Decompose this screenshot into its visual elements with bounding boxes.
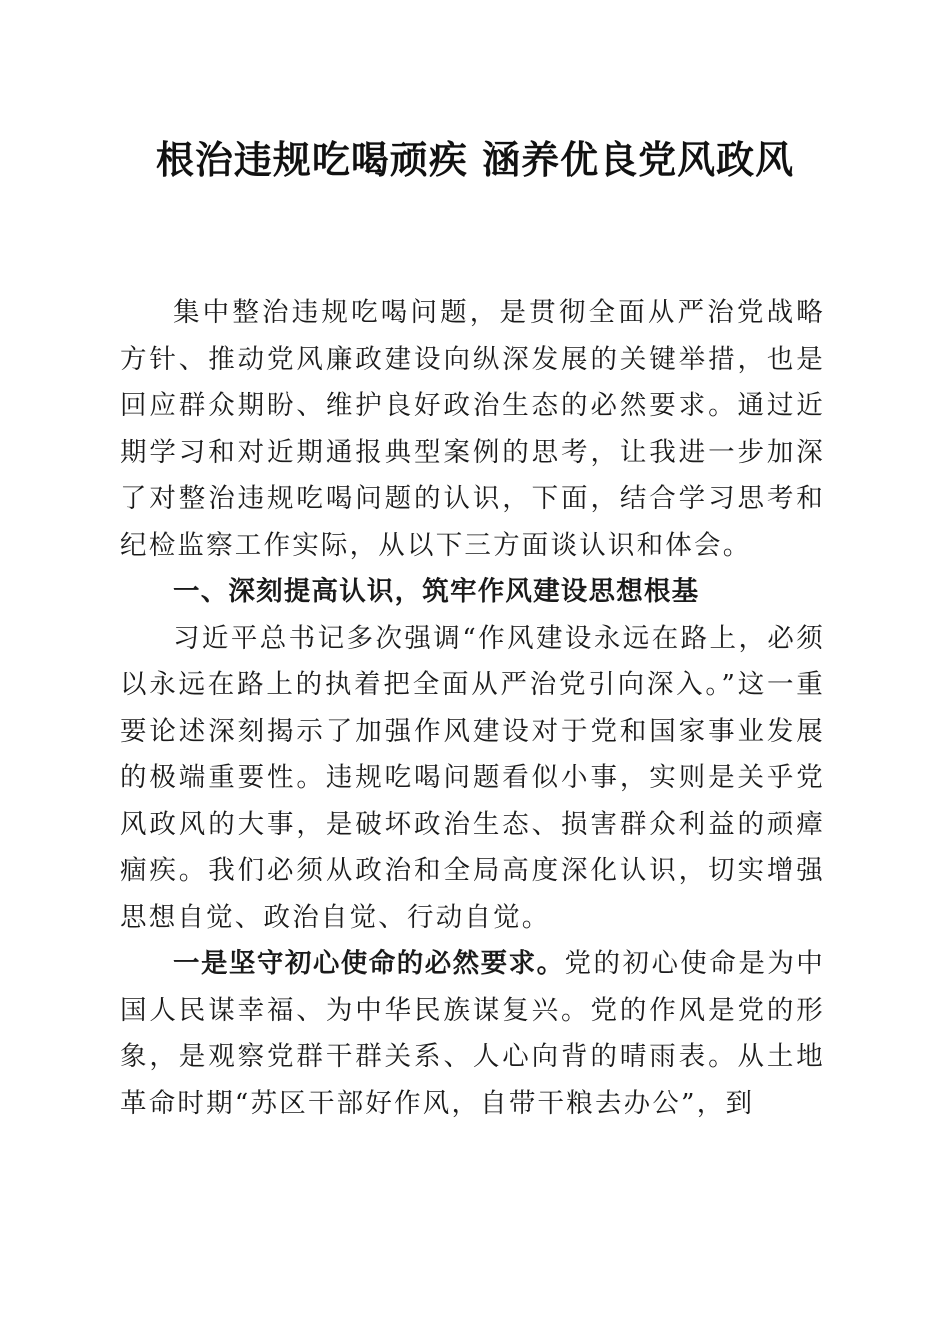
- paragraph-point-1: [120, 941, 825, 1127]
- paragraph-quote: 习近平总书记多次强调“作风建设永远在路上，必须以永远在路上的执着把全面从严治党引向深入。”这一重要论述深刻揭示了加强作风建设对于党和国家事业发展的极端重要性。违规吃喝问题看似小事，实则是关乎党风政风的大事，是破坏政治生态、损害群众利益的顽瘴痼疾。我们必须从政治和全局高度深化认识，切实增强思想自觉、政治自觉、行动自觉。: [120, 622, 825, 933]
- point-1-lead: 一是坚守初心使命的必然要求。: [173, 948, 565, 979]
- document-title: 根治违规吃喝顽疾 涵养优良党风政风: [155, 137, 795, 182]
- section-heading-1: 一、深刻提高认识，筑牢作风建设思想根基: [173, 576, 700, 607]
- document-body: [120, 290, 825, 1127]
- point-1-text: 党的初心使命是为中国人民谋幸福、为中华民族谋复兴。党的作风是党的形象，是观察党群干群关系、人心向背的晴雨表。从土地革命时期“苏区干部好作风，自带干粮去办公”，到: [120, 948, 825, 1119]
- paragraph-intro: 集中整治违规吃喝问题，是贯彻全面从严治党战略方针、推动党风廉政建设向纵深发展的关键举措，也是回应群众期盼、维护良好政治生态的必然要求。通过近期学习和对近期通报典型案例的思考，让我进一步加深了对整治违规吃喝问题的认识，下面，结合学习思考和纪检监察工作实际，从以下三方面谈认识和体会。: [120, 297, 825, 561]
